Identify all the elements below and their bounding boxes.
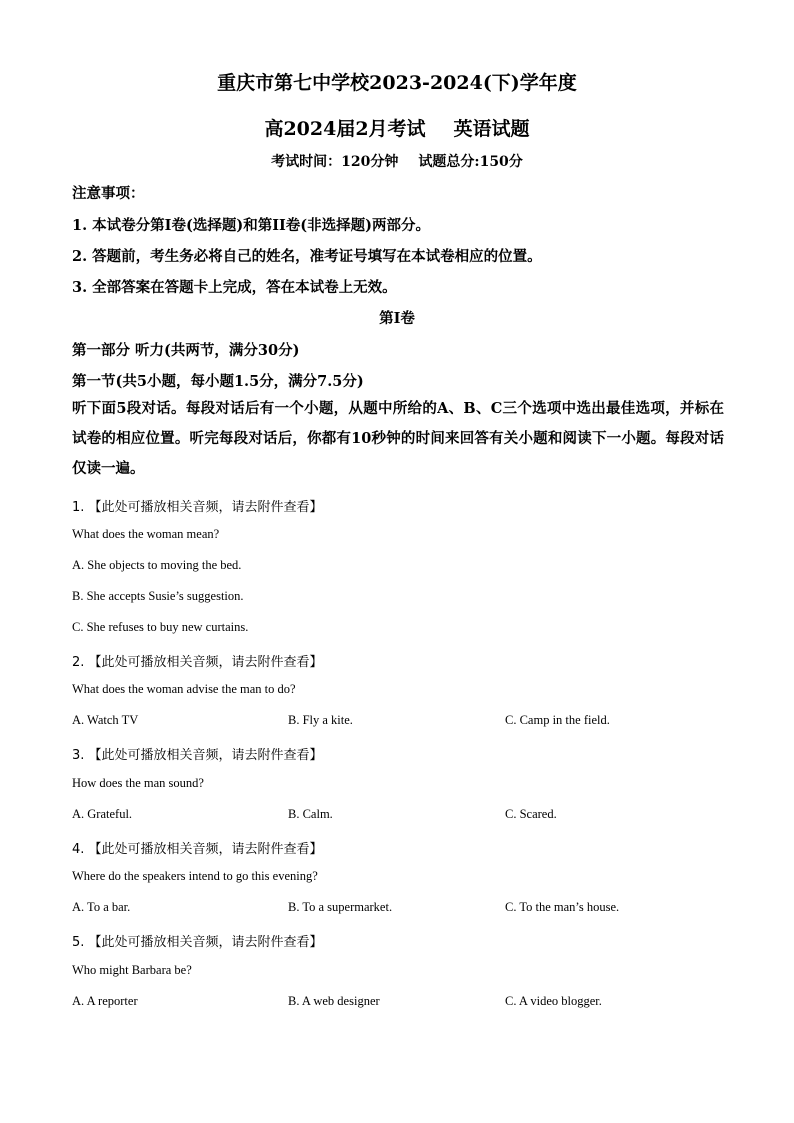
q3-option-c: C. Scared. (505, 807, 557, 821)
exam-time: 考试时间：120分钟 (271, 154, 399, 170)
listening-instructions: 听下面5段对话。每段对话后有一个小题，从题中所给的A、B、C三个选项中选出最佳选项，并标在试卷的相应位置。听完每段对话后，你都有10秒钟的时间来回答有关小题和阅读下一小题。每段对话仅读一遍。 (72, 400, 724, 477)
audio-placeholder-2[interactable]: 2. 【此处可播放相关音频，请去附件查看】 (72, 655, 323, 670)
audio-placeholder-5[interactable]: 5. 【此处可播放相关音频，请去附件查看】 (72, 935, 323, 950)
q3-option-a: A. Grateful. (72, 807, 133, 821)
exam-info (0, 151, 794, 171)
q4-option-a: A. To a bar. (72, 900, 131, 914)
q5-option-a: A. A reporter (72, 994, 138, 1008)
note-item-3: 3. 全部答案在答题卡上完成，答在本试卷上无效。 (72, 279, 397, 296)
q2-option-c: C. Camp in the field. (505, 713, 610, 727)
part1-heading: 第一部分 听力(共两节，满分30分) (72, 342, 300, 359)
q4-option-c: C. To the man’s house. (505, 900, 620, 914)
exam-subtitle (0, 114, 794, 141)
question-5: Who might Barbara be? (72, 963, 192, 977)
note-item-2: 2. 答题前，考生务必将自己的姓名，准考证号填写在本试卷相应的位置。 (72, 248, 542, 265)
q1-option-b: B. She accepts Susie’s suggestion. (72, 589, 244, 603)
q3-option-b: B. Calm. (288, 807, 333, 821)
volume-heading: 第I卷 (379, 310, 415, 327)
q5-option-b: B. A web designer (288, 994, 380, 1008)
section1-heading: 第一节(共5小题，每小题1.5分，满分7.5分) (72, 373, 364, 390)
q2-option-a: A. Watch TV (72, 713, 139, 727)
exam-subject: 英语试题 (453, 118, 530, 140)
question-1: What does the woman mean? (72, 527, 220, 541)
notes-heading: 注意事项： (72, 185, 145, 202)
q4-option-b: B. To a supermarket. (288, 900, 393, 914)
question-3: How does the man sound? (72, 776, 204, 790)
q5-option-c: C. A video blogger. (505, 994, 602, 1008)
q1-option-c: C. She refuses to buy new curtains. (72, 620, 249, 634)
q1-option-a: A. She objects to moving the bed. (72, 558, 242, 572)
audio-placeholder-4[interactable]: 4. 【此处可播放相关音频，请去附件查看】 (72, 842, 323, 857)
q2-option-b: B. Fly a kite. (288, 713, 353, 727)
question-4: Where do the speakers intend to go this evening? (72, 869, 318, 883)
question-2: What does the woman advise the man to do? (72, 682, 296, 696)
audio-placeholder-3[interactable]: 3. 【此处可播放相关音频，请去附件查看】 (72, 748, 323, 763)
exam-session: 高2024届2月考试 (264, 118, 426, 140)
exam-title: 重庆市第七中学校2023-2024(下)学年度 (217, 72, 577, 94)
exam-total-score: 试题总分:150分 (418, 154, 523, 170)
audio-placeholder-1[interactable]: 1. 【此处可播放相关音频，请去附件查看】 (72, 500, 323, 515)
note-item-1: 1. 本试卷分第I卷(选择题)和第II卷(非选择题)两部分。 (72, 217, 430, 234)
